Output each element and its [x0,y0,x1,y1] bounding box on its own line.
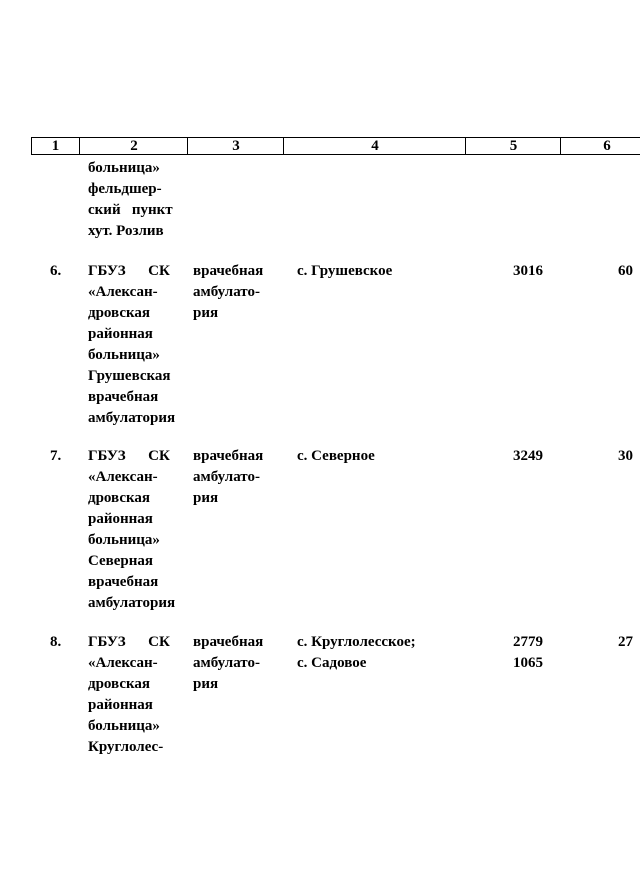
continued-line: ский пункт [88,202,173,218]
type-line: врачебная [193,263,264,279]
place-line: с. Северное [297,448,375,464]
org-line: районная [88,697,153,713]
type-line: врачебная [193,634,264,650]
type-line: амбулато- [193,284,260,300]
place-line: с. Грушевское [297,263,393,279]
org-line: врачебная [88,574,159,590]
row-number: 6. [50,263,62,279]
row-number: 8. [50,634,62,650]
org-line: дровская [88,490,151,506]
col6-value: 60 [618,263,633,279]
org-line: больница» [88,532,160,548]
type-line: врачебная [193,448,264,464]
col6-value: 30 [618,448,633,464]
org-line: ГБУЗ СК [88,448,170,464]
population-value: 2779 [513,634,543,650]
org-line: дровская [88,676,151,692]
type-line: рия [193,676,219,692]
row-number: 7. [50,448,62,464]
org-line: районная [88,511,153,527]
continued-line: хут. Розлив [88,223,164,239]
header-col-1: 1 [51,138,60,154]
type-line: рия [193,305,219,321]
population-value: 1065 [513,655,543,671]
org-line: «Алексан- [88,469,158,485]
org-line: больница» [88,718,160,734]
header-col-2: 2 [79,138,188,154]
place-line: с. Круглолесское; [297,634,416,650]
place-line: с. Садовое [297,655,367,671]
org-line: амбулатория [88,595,176,611]
table-header-row [31,137,640,155]
org-line: Круглолес- [88,739,164,755]
continued-line: фельдшер- [88,181,162,197]
population-value: 3016 [513,263,543,279]
header-col-4: 4 [283,138,466,154]
population-value: 3249 [513,448,543,464]
header-col-6: 6 [560,138,640,154]
org-line: врачебная [88,389,159,405]
type-line: рия [193,490,219,506]
org-line: Грушевская [88,368,171,384]
org-line: «Алексан- [88,655,158,671]
continued-line: больница» [88,160,160,176]
org-line: ГБУЗ СК [88,263,170,279]
org-line: больница» [88,347,160,363]
org-line: амбулатория [88,410,176,426]
org-line: «Алексан- [88,284,158,300]
type-line: амбулато- [193,469,260,485]
type-line: амбулато- [193,655,260,671]
header-col-3: 3 [187,138,284,154]
org-line: ГБУЗ СК [88,634,170,650]
col6-value: 27 [618,634,633,650]
org-line: Северная [88,553,154,569]
org-line: районная [88,326,153,342]
header-col-5: 5 [465,138,561,154]
org-line: дровская [88,305,151,321]
